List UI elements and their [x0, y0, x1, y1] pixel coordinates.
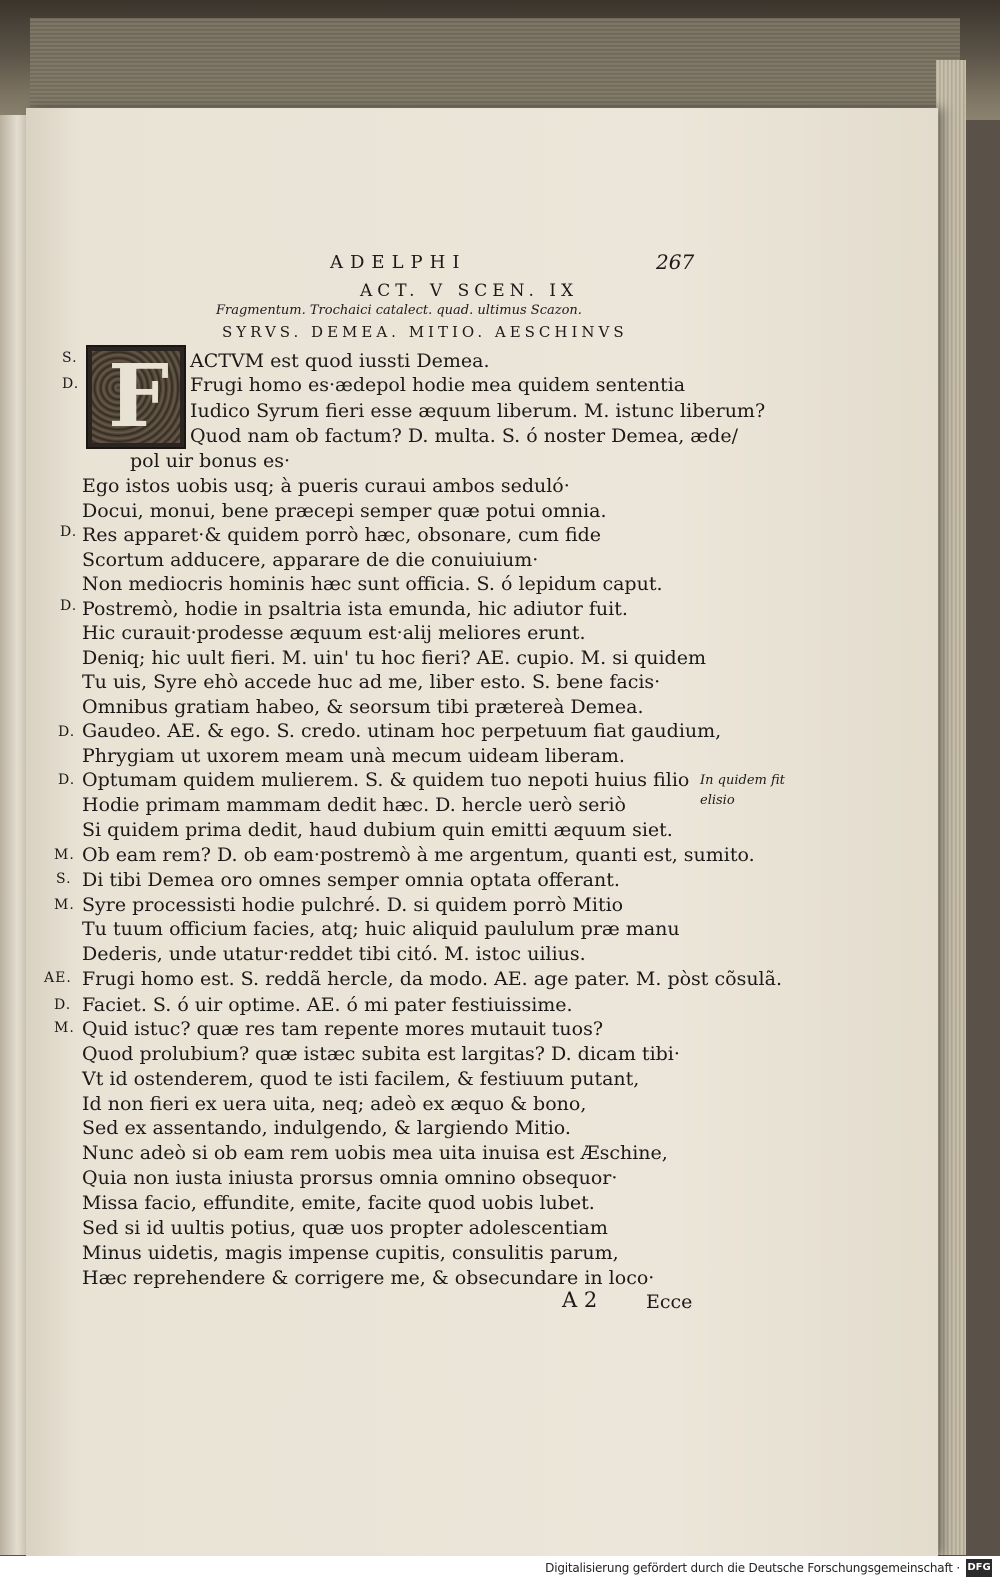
- speaker-label: S.: [56, 871, 72, 887]
- verse-line: Tu uis, Syre ehò accede huc ad me, liber esto. S. bene facis·: [82, 671, 661, 693]
- verse-line: Quod prolubium? quæ istæc subita est largitas? D. dicam tibi·: [82, 1043, 680, 1065]
- catchword: Ecce: [646, 1291, 693, 1313]
- page-block-edge: [30, 18, 960, 113]
- verse-line: Sed ex assentando, indulgendo, & largiendo Mitio.: [82, 1117, 571, 1139]
- signature-mark: A 2: [562, 1288, 598, 1312]
- speaker-label: D.: [58, 724, 76, 740]
- verse-line: Nunc adeò si ob eam rem uobis mea uita inuisa est Æschine,: [82, 1142, 668, 1164]
- dramatis-personae: SYRVS. DEMEA. MITIO. AESCHINVS: [222, 323, 628, 341]
- verse-line: Postremò, hodie in psaltria ista emunda, hic adiutor fuit.: [82, 598, 628, 620]
- verse-line: Omnibus gratiam habeo, & seorsum tibi prætereà Demea.: [82, 696, 644, 718]
- verse-line: Quod nam ob factum? D. multa. S. ó noster Demea, æde/: [190, 425, 738, 447]
- verse-line: ACTVM est quod iussti Demea.: [190, 350, 490, 372]
- verse-line: Res apparet·& quidem porrò hæc, obsonare, cum fide: [82, 524, 602, 546]
- verse-line: Sed si id uultis potius, quæ uos propter adolescentiam: [82, 1217, 608, 1239]
- verse-line: Optumam quidem mulierem. S. & quidem tuo nepoti huius filio: [82, 769, 690, 791]
- margin-note: elisio: [700, 793, 735, 808]
- meter-note: Fragmentum. Trochaici catalect. quad. ultimus Scazon.: [216, 303, 582, 318]
- running-title: ADELPHI: [330, 252, 467, 273]
- act-scene-heading: ACT. V SCEN. IX: [360, 281, 579, 301]
- verse-line: Non mediocris hominis hæc sunt officia. S. ó lepidum caput.: [82, 573, 663, 595]
- verse-line: Id non fieri ex uera uita, neq; adeò ex æquo & bono,: [82, 1093, 587, 1115]
- funding-credit: Digitalisierung gefördert durch die Deutsche Forschungsgemeinschaft ·: [545, 1561, 960, 1575]
- speaker-label: AE.: [44, 970, 72, 986]
- speaker-label: D.: [62, 376, 80, 392]
- verse-line: Hæc reprehendere & corrigere me, & obsecundare in loco·: [82, 1267, 655, 1289]
- verse-line: Si quidem prima dedit, haud dubium quin emitti æquum siet.: [82, 819, 673, 841]
- verse-line: Frugi homo es·ædepol hodie mea quidem sententia: [190, 374, 686, 396]
- speaker-label: D.: [60, 524, 78, 540]
- verse-line: Deniq; hic uult fieri. M. uin' tu hoc fieri? AE. cupio. M. si quidem: [82, 647, 706, 669]
- decorated-initial: [86, 345, 186, 449]
- verse-line: Gaudeo. AE. & ego. S. credo. utinam hoc perpetuum fiat gaudium,: [82, 720, 722, 742]
- speaker-label: M.: [54, 1020, 75, 1036]
- page-number: 267: [656, 250, 695, 274]
- initial-letter: F: [108, 346, 170, 447]
- verse-line: Missa facio, effundite, emite, facite quod uobis lubet.: [82, 1192, 595, 1214]
- verse-line: Quid istuc? quæ res tam repente mores mutauit tuos?: [82, 1018, 604, 1040]
- verse-line: Vt id ostenderem, quod te isti facilem, & festiuum putant,: [82, 1068, 640, 1090]
- verse-line: Faciet. S. ó uir optime. AE. ó mi pater festiuissime.: [82, 994, 573, 1016]
- verse-line: Syre processisti hodie pulchré. D. si quidem porrò Mitio: [82, 894, 624, 916]
- verse-line: Frugi homo est. S. reddã hercle, da modo. AE. age pater. M. pòst cõsulã.: [82, 968, 782, 990]
- page-fore-edge: [936, 60, 966, 1555]
- verse-line: pol uir bonus es·: [130, 450, 291, 472]
- verse-line: Iudico Syrum fieri esse æquum liberum. M. istunc liberum?: [190, 400, 766, 422]
- facing-page-strip: [0, 115, 28, 1555]
- speaker-label: D.: [54, 997, 72, 1013]
- verse-line: Ob eam rem? D. ob eam·postremò à me argentum, quanti est, sumito.: [82, 844, 755, 866]
- dfg-logo: DFG: [966, 1559, 992, 1577]
- speaker-label: S.: [62, 350, 78, 366]
- speaker-label: D.: [60, 598, 78, 614]
- verse-line: Ego istos uobis usq; à pueris curaui ambos seduló·: [82, 475, 570, 497]
- verse-line: Hodie primam mammam dedit hæc. D. hercle uerò seriò: [82, 794, 626, 816]
- verse-line: Docui, monui, bene præcepi semper quæ potui omnia.: [82, 500, 607, 522]
- speaker-label: M.: [54, 847, 75, 863]
- verse-line: Di tibi Demea oro omnes semper omnia optata offerant.: [82, 869, 620, 891]
- speaker-label: M.: [54, 897, 75, 913]
- verse-line: Quia non iusta iniusta prorsus omnia omnino obsequor·: [82, 1167, 618, 1189]
- speaker-label: D.: [58, 772, 76, 788]
- verse-line: Tu tuum officium facies, atq; huic aliquid paululum præ manu: [82, 918, 680, 940]
- verse-line: Minus uidetis, magis impense cupitis, consulitis parum,: [82, 1242, 619, 1264]
- verse-line: Phrygiam ut uxorem meam unà mecum uideam liberam.: [82, 745, 625, 767]
- verse-line: Dederis, unde utatur·reddet tibi citó. M. istoc uilius.: [82, 943, 586, 965]
- verse-line: Scortum adducere, apparare de die conuiuium·: [82, 549, 539, 571]
- verse-line: Hic curauit·prodesse æquum est·alij meliores erunt.: [82, 622, 586, 644]
- margin-note: In quidem fit: [700, 773, 785, 788]
